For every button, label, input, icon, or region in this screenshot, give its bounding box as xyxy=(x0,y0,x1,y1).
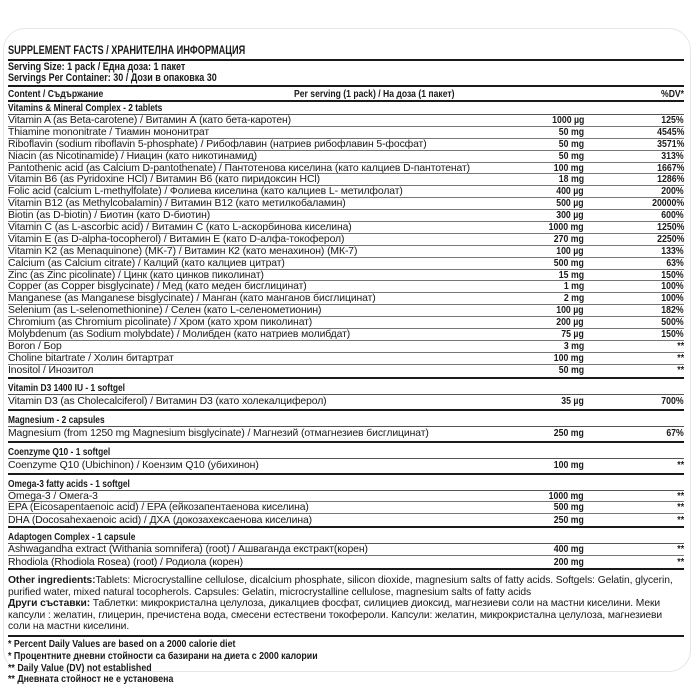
nutrient-dv: 1250% xyxy=(656,221,684,233)
nutrient-dv: ** xyxy=(677,514,684,526)
nutrient-dv: ** xyxy=(677,460,684,472)
nutrient-name: Vitamin K2 (as Menaquinone) (MK-7) / Витамин К2 (като менахинон) (МК-7) xyxy=(8,245,358,257)
nutrient-dv: 182% xyxy=(661,305,684,317)
nutrient-amount: 50 mg xyxy=(558,138,584,150)
nutrient-name: Chromium (as Chromium picolinate) / Хром (като хром пиколинат) xyxy=(8,317,313,329)
nutrient-dv: 133% xyxy=(661,245,684,257)
nutrient-amount: 15 mg xyxy=(558,269,584,281)
nutrient-amount: 400 µg xyxy=(556,186,584,198)
nutrient-sections xyxy=(8,102,684,573)
nutrient-row xyxy=(8,317,684,329)
nutrient-row xyxy=(8,427,684,441)
header-dv: %DV* xyxy=(661,87,684,100)
nutrient-name: Folic acid (calcium L-methylfolate) / Фолиева киселина (като калциев L- метилфолат) xyxy=(8,186,403,198)
nutrient-name: Riboflavin (sodium riboflavin 5-phosphate) / Рибофлавин (натриев рибофлавин 5-фосфат) xyxy=(8,138,427,150)
nutrient-dv: 150% xyxy=(661,328,684,340)
nutrient-row xyxy=(8,139,684,151)
nutrient-row xyxy=(8,459,684,473)
nutrient-name: Zinc (as Zinc picolinate) / Цинк (като цинков пиколинат) xyxy=(8,269,264,281)
nutrient-dv: 125% xyxy=(661,114,684,126)
panel-title: SUPPLEMENT FACTS / ХРАНИТЕЛНА ИНФОРМАЦИЯ xyxy=(8,45,246,57)
nutrient-amount: 250 mg xyxy=(553,514,584,526)
nutrient-dv: ** xyxy=(677,556,684,568)
nutrient-dv: 500% xyxy=(661,317,684,329)
nutrient-row xyxy=(8,198,684,210)
nutrient-amount: 270 mg xyxy=(553,233,584,245)
nutrient-name: Omega-3 / Омега-3 xyxy=(8,490,98,502)
nutrient-dv: 1286% xyxy=(656,174,684,186)
nutrient-name: Selenium (as L-selenomethionine) / Селен (като L-селенометионин) xyxy=(8,305,322,317)
nutrient-row xyxy=(8,246,684,258)
nutrient-row xyxy=(8,174,684,186)
nutrient-section xyxy=(8,446,684,478)
other-ingredients-text-en: Tablets: Microcrystalline cellulose, dicalcium phosphate, silicon dioxide, magnesium salts of fatty acids. Softgels: Gelatin, glycerin, purified water, mixed natural tocopherols. Capsules: Gelatin, microcrystalline cellulose, magnesium salts of fatty acids xyxy=(8,575,673,598)
nutrient-amount: 50 mg xyxy=(558,126,584,138)
nutrient-amount: 100 µg xyxy=(556,305,584,317)
nutrient-row xyxy=(8,502,684,514)
nutrient-amount: 100 mg xyxy=(553,352,584,364)
nutrient-row xyxy=(8,329,684,341)
nutrient-amount: 1 mg xyxy=(563,281,584,293)
nutrient-amount: 500 mg xyxy=(553,257,584,269)
servings-per-container: Servings Per Container: 30 / Дози в опаковка 30 xyxy=(8,72,217,84)
nutrient-row xyxy=(8,544,684,556)
nutrient-name: Vitamin B12 (as Methylcobalamin) / Витамин B12 (като метилкобаламин) xyxy=(8,198,346,210)
section-title: Omega-3 fatty acids - 1 softgel xyxy=(8,477,130,490)
footnote: ** Дневната стойност не е установена xyxy=(8,673,174,686)
other-ingredients-text-bg: Таблетки: микрокристална целулоза, дикалциев фосфат, силициев диоксид, магнезиеви соли на мастни киселини. Меки капсули : желатин, глицерин, пречистена вода, смесени естествени токофероли. Капсули: желатин, микрокристална целулоза, магнезиеви соли на мастни киселини. xyxy=(8,598,663,633)
footnote: ** Daily Value (DV) not established xyxy=(8,661,152,674)
nutrient-amount: 100 mg xyxy=(553,162,584,174)
nutrient-section xyxy=(8,478,684,532)
nutrient-section xyxy=(8,102,684,382)
nutrient-name: Manganese (as Manganese bisglycinate) / Манган (като манганов бисглицинат) xyxy=(8,293,376,305)
nutrient-name: Vitamin C (as L-ascorbic acid) / Витамин С (като L-аскорбинова киселина) xyxy=(8,221,352,233)
nutrient-row xyxy=(8,222,684,234)
section-title: Adaptogen Complex - 1 capsule xyxy=(8,531,136,544)
nutrient-row xyxy=(8,281,684,293)
nutrient-row xyxy=(8,305,684,317)
nutrient-dv: ** xyxy=(677,365,684,377)
nutrient-dv: 100% xyxy=(661,281,684,293)
nutrient-dv: 63% xyxy=(666,257,684,269)
other-ingredients xyxy=(8,573,684,635)
serving-size: Serving Size: 1 pack / Една доза: 1 пакет xyxy=(8,61,186,73)
nutrient-name: Biotin (as D-biotin) / Биотин (като D-биотин) xyxy=(8,210,211,222)
nutrient-name: Niacin (as Nicotinamide) / Ниацин (като никотинамид) xyxy=(8,150,257,162)
nutrient-name: Thiamine mononitrate / Тиамин мононитрат xyxy=(8,126,210,138)
nutrient-row xyxy=(8,293,684,305)
nutrient-name: Ashwagandha extract (Withania somnifera) (root) / Ашваганда екстракт(корен) xyxy=(8,544,368,556)
nutrient-row xyxy=(8,210,684,222)
nutrient-dv: 67% xyxy=(666,428,684,440)
nutrient-amount: 1000 mg xyxy=(549,221,584,233)
nutrient-dv: 200% xyxy=(661,186,684,198)
nutrient-section xyxy=(8,531,684,573)
nutrient-row xyxy=(8,556,684,568)
supplement-facts-panel xyxy=(8,41,684,686)
section-title: Vitamin D3 1400 IU - 1 softgel xyxy=(8,381,126,394)
nutrient-amount: 18 mg xyxy=(558,174,584,186)
nutrient-dv: 150% xyxy=(661,269,684,281)
footnotes xyxy=(8,637,684,686)
nutrient-amount: 1000 µg xyxy=(551,114,584,126)
nutrient-dv: 1667% xyxy=(656,162,684,174)
other-ingredients-label-en: Other ingredients: xyxy=(8,575,96,587)
nutrient-name: Pantothenic acid (as Calcium D-pantothenate) / Пантотенова киселина (като калциев D-пантотенат) xyxy=(8,162,471,174)
nutrient-name: Vitamin A (as Beta-carotene) / Витамин А (като бета-каротен) xyxy=(8,114,292,126)
table-header xyxy=(8,87,684,100)
nutrient-name: Rhodiola (Rhodiola Rosea) (root) / Родиола (корен) xyxy=(8,556,243,568)
nutrient-amount: 250 mg xyxy=(553,428,584,440)
nutrient-amount: 50 mg xyxy=(558,365,584,377)
nutrient-row xyxy=(8,186,684,198)
nutrient-dv: ** xyxy=(677,340,684,352)
nutrient-row xyxy=(8,151,684,163)
nutrient-name: Vitamin B6 (as Pyridoxine HCl) / Витамин B6 (като пиридоксин HCl) xyxy=(8,174,320,186)
nutrient-dv: ** xyxy=(677,352,684,364)
nutrient-name: Molybdenum (as Sodium molybdate) / Молибден (като натриев молибдат) xyxy=(8,328,351,340)
nutrient-amount: 2 mg xyxy=(563,293,584,305)
footnote: * Percent Daily Values are based on a 2000 calorie diet xyxy=(8,638,236,651)
footnote: * Процентните дневни стойности са базирани на диета с 2000 калории xyxy=(8,649,318,662)
nutrient-dv: 3571% xyxy=(656,138,684,150)
nutrient-amount: 100 µg xyxy=(556,245,584,257)
nutrient-name: Copper (as Copper bisglycinate) / Мед (като меден бисглицинат) xyxy=(8,281,307,293)
nutrient-row xyxy=(8,491,684,503)
nutrient-row xyxy=(8,258,684,270)
nutrient-row xyxy=(8,163,684,175)
nutrient-row xyxy=(8,270,684,282)
nutrient-name: Magnesium (from 1250 mg Magnesium bisglycinate) / Магнезий (отмагнезиев бисглицинат) xyxy=(8,428,429,440)
nutrient-dv: 100% xyxy=(661,293,684,305)
nutrient-row xyxy=(8,365,684,377)
nutrient-row xyxy=(8,115,684,127)
nutrient-dv: 313% xyxy=(661,150,684,162)
nutrient-name: Choline bitartrate / Холин битартрат xyxy=(8,352,174,364)
nutrient-name: DHA (Docosahexaenoic acid) / ДХА (докозахексаенова киселина) xyxy=(8,514,313,526)
nutrient-name: Vitamin E (as D-alpha-tocopherol) / Витамин Е (като D-алфа-токоферол) xyxy=(8,233,345,245)
nutrient-dv: ** xyxy=(677,490,684,502)
nutrient-dv: 2250% xyxy=(656,233,684,245)
nutrient-dv: ** xyxy=(677,502,684,514)
section-title: Vitamins & Mineral Complex - 2 tablets xyxy=(8,102,163,114)
nutrient-dv: 4545% xyxy=(656,126,684,138)
other-ingredients-label-bg: Други съставки: xyxy=(8,598,91,610)
nutrient-amount: 50 mg xyxy=(558,150,584,162)
nutrient-section xyxy=(8,414,684,446)
nutrient-name: Coenzyme Q10 (Ubichinon) / Коензим Q10 (убихинон) xyxy=(8,460,259,472)
nutrient-amount: 500 mg xyxy=(553,502,584,514)
nutrient-dv: ** xyxy=(677,544,684,556)
section-title: Magnesium - 2 capsules xyxy=(8,413,105,426)
nutrient-name: Inositol / Инозитол xyxy=(8,365,94,377)
nutrient-row xyxy=(8,234,684,246)
nutrient-amount: 300 µg xyxy=(556,210,584,222)
nutrient-section xyxy=(8,382,684,414)
nutrient-name: Calcium (as Calcium citrate) / Калций (като калциев цитрат) xyxy=(8,257,285,269)
nutrient-amount: 75 µg xyxy=(561,328,584,340)
nutrient-amount: 100 mg xyxy=(553,460,584,472)
header-content: Content / Съдържание xyxy=(8,87,104,100)
section-title: Coenzyme Q10 - 1 softgel xyxy=(8,445,111,458)
nutrient-amount: 400 mg xyxy=(553,544,584,556)
nutrient-name: Vitamin D3 (as Cholecalciferol) / Витамин D3 (като холекалциферол) xyxy=(8,396,327,408)
nutrient-dv: 20000% xyxy=(651,198,684,210)
nutrient-amount: 200 µg xyxy=(556,317,584,329)
serving-info xyxy=(8,61,684,84)
nutrient-amount: 1000 mg xyxy=(549,490,584,502)
nutrient-row xyxy=(8,514,684,526)
nutrient-name: EPA (Eicosapentaenoic acid) / EPA (ейкозапентаенова киселина) xyxy=(8,502,309,514)
nutrient-amount: 35 µg xyxy=(561,396,584,408)
header-per-serving: Per serving (1 pack) / На доза (1 пакет) xyxy=(294,87,455,100)
nutrient-dv: 600% xyxy=(661,210,684,222)
nutrient-amount: 200 mg xyxy=(553,556,584,568)
nutrient-row xyxy=(8,127,684,139)
nutrient-row xyxy=(8,353,684,365)
nutrient-dv: 700% xyxy=(661,396,684,408)
nutrient-row xyxy=(8,341,684,353)
nutrient-row xyxy=(8,395,684,409)
nutrient-amount: 500 µg xyxy=(556,198,584,210)
nutrient-name: Boron / Бор xyxy=(8,340,62,352)
nutrient-amount: 3 mg xyxy=(563,340,584,352)
